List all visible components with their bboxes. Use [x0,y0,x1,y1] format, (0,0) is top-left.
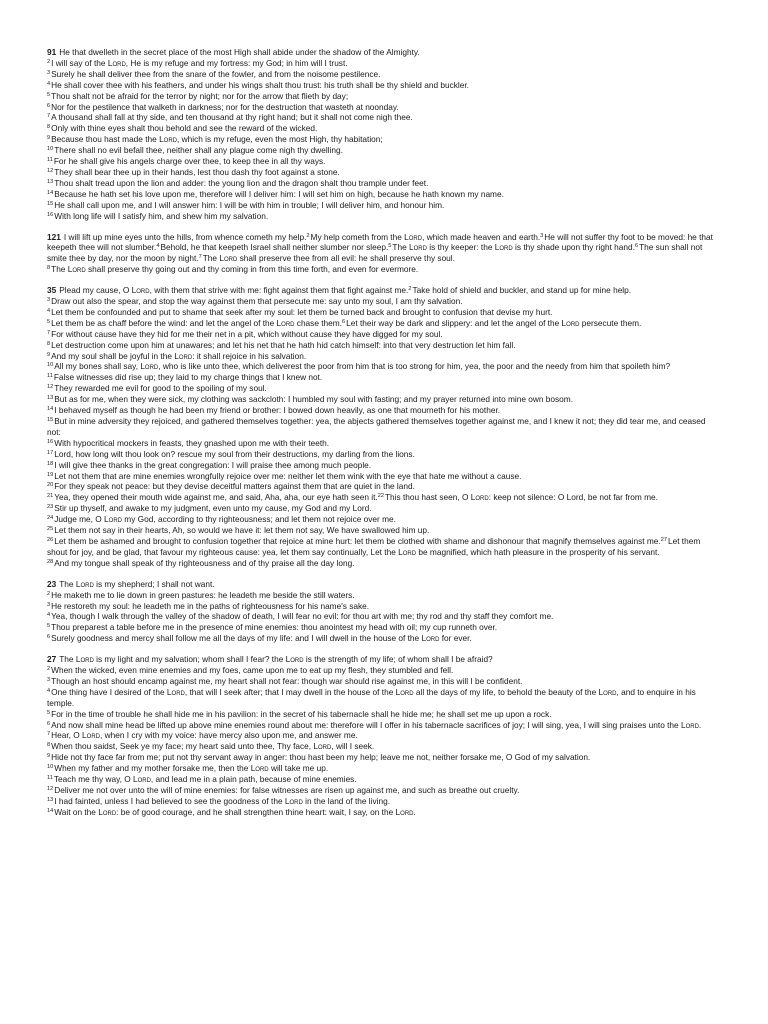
verse-text: , He is my refuge and my fortress: my God; in him will I trust. [125,57,348,68]
verse-text: False witnesses did rise up; they laid to my charge things that I knew not. [53,372,323,383]
verse [47,492,378,502]
verse-number: 4 [47,307,51,314]
verse-text: He that dwelleth in the secret place of the most High shall abide under the shadow of the Almighty. [59,47,420,57]
verse [47,654,719,665]
verse-number: 10 [47,362,54,369]
psalms-text [47,47,719,828]
verse-number: 2 [47,58,51,65]
verse-number: 7 [47,329,51,336]
verse-text: Because he hath set his love upon me, therefore will I deliver him: I will set him on high, because he hath known my name. [54,188,504,199]
verse-text: And now shall mine head be lifted up above mine enemies round about me: therefore will I offer in his tabernacle sacrifices of joy; I will sing, yea, I will sing praises unto the [51,719,681,730]
verse-number: 27 [660,536,667,543]
verse-text: : keep not silence: O Lord, be not far from me. [488,492,658,503]
lord-small-caps: Lord [276,317,295,328]
verse-text: Let them shout for joy, and be glad, that favour my righteous cause: yea, let them say continually, Let the [47,535,701,557]
lord-small-caps: Lord [398,546,417,557]
verse-number: 2 [408,286,412,293]
lord-small-caps: Lord [250,763,269,774]
verse-text: Yea, they opened their mouth wide against me, and said, Aha, aha, our eye hath seen it. [54,492,378,503]
verse [47,178,719,189]
verse-text: , will I seek. [331,741,375,752]
verse-text: Let not them that are mine enemies wrongfully rejoice over me: neither let them wink with the eye that hate me without a cause. [54,470,522,481]
verse-number: 3 [540,232,544,239]
verse [47,340,719,351]
verse-text: Take hold of shield and buckler, and stand up for mine help. [412,285,632,296]
psalm-number: 91 [47,47,57,57]
verse-text: Let them be confounded and put to shame that seek after my soul: let them be turned back and brought to confusion that devise my hurt. [51,306,553,317]
verse [47,460,719,471]
verse-number: 2 [306,232,310,239]
verse-text: is my shepherd; I shall not want. [93,578,215,589]
verse-number: 11 [47,373,53,380]
verse-text: When the wicked, even mine enemies and my foes, came upon me to eat up my flesh, they stumbled and fell. [51,665,454,676]
lord-small-caps: Lord [285,654,304,665]
verse-number: 3 [47,601,51,608]
verse-text: in the land of the living. [302,795,391,806]
verse [47,383,719,394]
verse-text: Surely he shall deliver thee from the snare of the fowler, and from the noisome pestilence. [51,68,381,79]
verse [47,361,719,372]
lord-small-caps: Lord [598,686,617,697]
lord-small-caps: Lord [421,633,440,644]
verse-text: . [698,719,702,730]
verse [47,676,719,687]
verse-text: But as for me, when they were sick, my clothing was sackcloth: I humbled my soul with fasting; and my prayer returned into mine own bosom. [54,394,574,405]
lord-small-caps: Lord [131,285,150,296]
verse [47,416,705,437]
verse-text: is thy keeper: the [426,242,495,253]
verse [47,58,719,69]
verse-number: 4 [156,243,160,250]
verse-number: 10 [47,764,54,771]
verse-text: They rewarded me evil for good to the spoiling of my soul. [54,383,267,394]
verse-text: is the strength of my life; of whom shall I be afraid? [303,654,493,665]
verse-text: Let them not say in their hearts, Ah, so would we have it: let them not say, We have swallowed him up. [54,525,430,536]
verse [47,156,719,167]
verse-text: my God, according to thy righteousness; and let them not rejoice over me. [122,514,396,525]
verse-text: Though an host should encamp against me, my heart shall not fear: though war should rise against me, in this will I be confident. [51,675,523,686]
verse-number: 7 [198,254,202,261]
verse-number: 11 [47,157,53,164]
verse-number: 12 [47,167,54,174]
verse-number: 19 [47,471,54,478]
psalm-number: 27 [47,654,57,665]
verse-text: Draw out also the spear, and stop the way against them that persecute me: say unto my soul, I am thy salvation. [51,296,463,307]
verse [47,633,719,644]
verse-number: 12 [47,384,54,391]
lord-small-caps: Lord [132,774,151,785]
verse-text: They shall bear thee up in their hands, lest thou dash thy foot against a stone. [54,166,340,177]
lord-small-caps: Lord [561,317,580,328]
verse-number: 14 [47,406,54,413]
verse-text: He restoreth my soul: he leadeth me in the paths of righteousness for his name's sake. [51,600,370,611]
verse-number: 25 [47,526,54,533]
verse-text: Judge me, O [54,514,105,525]
verse-text: , with them that strive with me: fight against them that fight against me. [149,285,409,296]
verse-text: shall preserve thee from all evil: he shall preserve thy soul. [237,253,455,264]
verse [47,405,719,416]
verse-text: , when I cry with my voice: have mercy also upon me, and answer me. [99,730,358,741]
verse-number: 13 [47,395,54,402]
verse-number: 8 [47,340,51,347]
verse-number: 9 [47,135,51,142]
verse [388,242,635,252]
verse-number: 2 [47,666,51,673]
verse [47,774,719,785]
verse-text: When my father and my mother forsake me, then the [54,763,251,774]
lord-small-caps: Lord [409,242,427,253]
verse [47,264,719,275]
verse [47,752,719,763]
verse [47,318,342,328]
verse-text: He shall call upon me, and I will answer him: I will be with him in trouble; I will deliver him, and honour him. [54,199,445,210]
verse-text: Hide not thy face far from me; put not thy servant away in anger: thou hast been my help; leave me not, neither forsake me, O God of my salvation. [51,752,591,763]
verse-text: Thou shalt not be afraid for the terror by night; nor for the arrow that flieth by day; [51,90,349,101]
verse [47,601,719,612]
verse-number: 17 [47,449,54,456]
psalm-block [47,47,719,222]
verse [47,80,719,91]
verse-text: Thou shalt tread upon the lion and adder: the young lion and the dragon shalt thou trample under feet. [54,177,429,188]
lord-small-caps: Lord [174,350,193,361]
verse-number: 7 [47,113,51,120]
verse [342,318,641,328]
verse-text: Let their way be dark and slippery: and let the angel of the [346,317,562,328]
verse-number: 5 [47,318,51,325]
verse-text: The [392,242,410,253]
verse-text: Surely goodness and mercy shall follow me all the days of my life: and I will dwell in the house of the [51,633,422,644]
verse-number: 16 [47,438,54,445]
psalm-block [47,579,719,644]
verse [47,763,719,774]
verse [306,232,540,242]
verse [47,200,719,211]
verse-number: 3 [47,297,51,304]
verse [47,730,719,741]
verse-number: 10 [47,146,54,153]
verse-text: , who is like unto thee, which deliverest the poor from him that is too strong for him, yea, the poor and the needy from him that spoileth him? [158,361,671,372]
lord-small-caps: Lord [104,514,122,525]
verse-number: 6 [47,102,51,109]
verse-number: 20 [47,482,54,489]
verse [47,449,719,460]
verse-text: He will not suffer thy foot to be moved: he that keepeth thee will not slumber. [47,231,713,253]
verse-number: 15 [47,200,54,207]
lord-small-caps: Lord [75,654,94,665]
verse-text: Behold, he that keepeth Israel shall neither slumber nor sleep. [160,242,389,253]
lord-small-caps: Lord [159,134,178,145]
verse-text: , that will I seek after; that I may dwell in the house of the [184,686,396,697]
verse [47,211,719,222]
verse-text: With hypocritical mockers in feasts, they gnashed upon me with their teeth. [54,437,330,448]
verse [47,503,719,514]
verse-number: 4 [47,687,51,694]
verse-number: 18 [47,460,54,467]
verse-number: 11 [47,775,53,782]
verse-text: There shall no evil befall thee, neither shall any plague come nigh thy dwelling. [54,145,343,156]
verse-text: My help cometh from the [310,231,405,242]
verse [47,329,719,340]
verse [47,438,719,449]
verse-number: 15 [47,417,54,423]
verse-text: For without cause have they hid for me their net in a pit, which without cause they have digged for my soul. [51,328,443,339]
verse [47,622,719,633]
verse [378,492,658,502]
verse-text: Teach me thy way, O [53,774,133,785]
verse-number: 24 [47,515,54,522]
verse-text: I will lift up mine eyes unto the hills, from whence cometh my help. [63,231,307,242]
verse-text: All my bones shall say, [54,361,141,372]
verse-text: Nor for the pestilence that walketh in darkness; nor for the destruction that wasteth at noonday. [51,101,399,112]
verse [408,285,631,295]
verse-text: For in the time of trouble he shall hide me in his pavilion: in the secret of his tabernacle shall he hide me; he shall set me up upon a rock. [51,708,552,719]
psalm-block [47,654,719,818]
verse-text: Let them be ashamed and brought to confusion together that rejoice at mine hurt: let them be clothed with shame and dishonour that magnify themselves against me. [54,535,661,546]
verse-number: 9 [47,753,51,760]
verse-text: Wait on the [54,806,99,817]
lord-small-caps: Lord [395,686,414,697]
verse [47,807,719,818]
verse-number: 6 [47,720,51,727]
verse [47,189,719,200]
verse [47,372,322,382]
verse [47,579,719,590]
verse [47,145,719,156]
verse [156,242,388,252]
verse-text: will take me up. [268,763,329,774]
verse-text: The [59,654,76,665]
verse-text: For he shall give his angels charge over thee, to keep thee in all thy ways. [53,156,326,167]
verse-number: 26 [47,536,54,543]
verse-text: is my light and my salvation; whom shall I fear? the [93,654,286,665]
lord-small-caps: Lord [75,578,94,589]
verse-number: 8 [47,742,51,749]
verse-text: : be of good courage, and he shall strengthen thine heart: wait, I say, on the [116,806,396,817]
verse-text: The sun shall not smite thee by day, nor the moon by night. [47,242,703,264]
verse-text: When thou saidst, Seek ye my face; my heart said unto thee, Thy face, [51,741,314,752]
verse [47,167,719,178]
verse-text: chase them. [294,317,342,328]
verse [47,307,719,318]
verse-text: shall preserve thy going out and thy coming in from this time forth, and even for evermore. [85,264,419,275]
verse-text: This thou hast seen, O [384,492,471,503]
verse [47,112,719,123]
verse [47,796,719,807]
verse-text: The [51,264,68,275]
verse [47,611,719,622]
verse-text: The [202,253,220,264]
verse-text: : it shall rejoice in his salvation. [192,350,307,361]
lord-small-caps: Lord [82,730,100,741]
verse-text: I will give thee thanks in the great congregation: I will praise thee among much people. [54,459,372,470]
verse-text: Let destruction come upon him at unawares; and let his net that he hath hid catch himself: into that very destruction let him fall. [51,339,516,350]
lord-small-caps: Lord [107,57,126,68]
verse-number: 8 [47,124,51,131]
verse-text: A thousand shall fall at thy side, and ten thousand at thy right hand; but it shall not come nigh thee. [51,112,413,123]
lord-small-caps: Lord [284,795,303,806]
verse-number: 22 [377,493,384,500]
verse-number: 5 [47,91,51,98]
verse [47,47,719,58]
verse-text: Plead my cause, O [59,285,132,296]
verse-number: 23 [47,504,54,511]
verse-text: And my tongue shall speak of thy righteousness and of thy praise all the day long. [54,557,355,568]
verse [47,69,719,80]
lord-small-caps: Lord [219,253,238,264]
verse-number: 4 [47,80,51,87]
lord-small-caps: Lord [98,806,117,817]
verse-number: 3 [47,69,51,76]
verse-text: is thy shade upon thy right hand. [512,242,635,253]
lord-small-caps: Lord [680,719,699,730]
verse-number: 12 [47,786,54,792]
lord-small-caps: Lord [494,242,513,253]
verse-text: I behaved myself as though he had been my friend or brother: I bowed down heavily, as one that mourneth for his mother. [54,405,501,416]
verse-text: But in mine adversity they rejoiced, and gathered themselves together: yea, the abjects gathered themselves together against me, and I knew it not; they did tear me, and ceased not: [47,416,706,437]
verse-number: 6 [47,634,51,641]
verse [47,134,719,145]
verse [47,590,719,601]
verse-text: Stir up thyself, and awake to my judgment, even unto my cause, my God and my Lord. [54,503,372,514]
verse-number: 2 [47,590,51,597]
verse-text: Only with thine eyes shalt thou behold and see the reward of the wicked. [51,123,318,134]
lord-small-caps: Lord [166,686,185,697]
verse [47,394,719,405]
verse-number: 16 [47,211,54,218]
verse-text: persecute them. [579,317,642,328]
verse-text: Thou preparest a table before me in the presence of mine enemies: thou anointest my head with oil; my cup runneth over. [51,622,498,633]
verse [47,741,719,752]
verse-text: I had fainted, unless I had believed to see the goodness of the [54,795,285,806]
verse [47,91,719,102]
verse-number: 5 [388,243,392,250]
psalm-block [47,232,719,276]
psalm-number: 23 [47,578,57,589]
psalm-number: 121 [47,231,61,242]
verse-text: all the days of my life, to behold the beauty of the [413,686,599,697]
verse-number: 13 [47,178,54,185]
verse-text: , which is my refuge, even the most High, thy habitation; [177,134,383,145]
psalm-number: 35 [47,285,57,296]
verse-number: 6 [342,318,346,325]
lord-small-caps: Lord [67,264,86,275]
verse-number: 5 [47,623,51,630]
verse-text: He shall cover thee with his feathers, and under his wings shalt thou trust: his truth shall be thy shield and buckler. [51,79,469,90]
verse [47,525,719,536]
verse [47,687,719,709]
verse-text: for ever. [439,633,472,644]
verse-text: Yea, though I walk through the valley of the shadow of death, I will fear no evil: for thou art with me; thy rod and thy staff they comfort me. [51,611,554,622]
verse-text: , which made heaven and earth. [422,231,541,242]
verse [47,351,306,361]
verse-number: 4 [47,612,51,619]
verse-number: 14 [47,807,54,814]
verse [199,253,455,263]
verse-text: , and lead me in a plain path, because of mine enemies. [150,774,357,785]
verse [47,785,719,796]
verse-text: be magnified, which hath pleasure in the prosperity of his servant. [416,546,660,557]
verse-number: 3 [47,676,51,683]
verse-text: Because thou hast made the [51,134,160,145]
verse-number: 21 [47,493,54,500]
verse-text: Deliver me not over unto the will of mine enemies: for false witnesses are risen up against me, and such as breathe out cruelty. [54,785,520,795]
psalm-block [47,285,719,569]
verse-text: And my soul shall be joyful in the [51,350,175,361]
lord-small-caps: Lord [313,741,332,752]
verse [47,665,719,676]
verse-text: One thing have I desired of the [51,686,167,697]
verse [47,558,719,569]
verse-text: , and to enquire in his temple. [47,686,696,708]
verse-text: . [413,806,416,817]
verse-number: 7 [47,731,51,738]
verse [47,296,719,307]
verse-number: 9 [47,351,51,358]
verse [47,536,661,546]
verse-number: 6 [634,243,639,250]
verse [47,471,719,482]
verse [47,102,719,113]
verse-number: 14 [47,189,54,196]
verse [47,709,719,720]
verse-number: 5 [47,709,51,716]
verse-text: The [59,578,76,589]
verse [47,285,408,295]
verse [47,720,719,731]
verse-text: Hear, O [51,730,83,741]
verse-text: I will say of the [51,57,108,68]
lord-small-caps: Lord [404,231,423,242]
verse [47,514,719,525]
verse-number: 8 [47,265,51,272]
lord-small-caps: Lord [470,492,489,503]
verse-text: With long life will I satisfy him, and shew him my salvation. [54,210,269,221]
lord-small-caps: Lord [140,361,159,372]
verse-text: Lord, how long wilt thou look on? rescue my soul from their destructions, my darling from the lions. [54,448,415,459]
verse [47,481,719,492]
verse [47,232,306,242]
verse [47,123,719,134]
verse-number: 13 [47,796,54,803]
verse-text: Let them be as chaff before the wind: and let the angel of the [51,317,277,328]
verse-text: He maketh me to lie down in green pastures: he leadeth me beside the still waters. [51,589,355,600]
verse-text: For they speak not peace: but they devise deceitful matters against them that are quiet in the land. [54,481,415,492]
lord-small-caps: Lord [395,806,414,817]
verse-number: 28 [47,558,54,565]
